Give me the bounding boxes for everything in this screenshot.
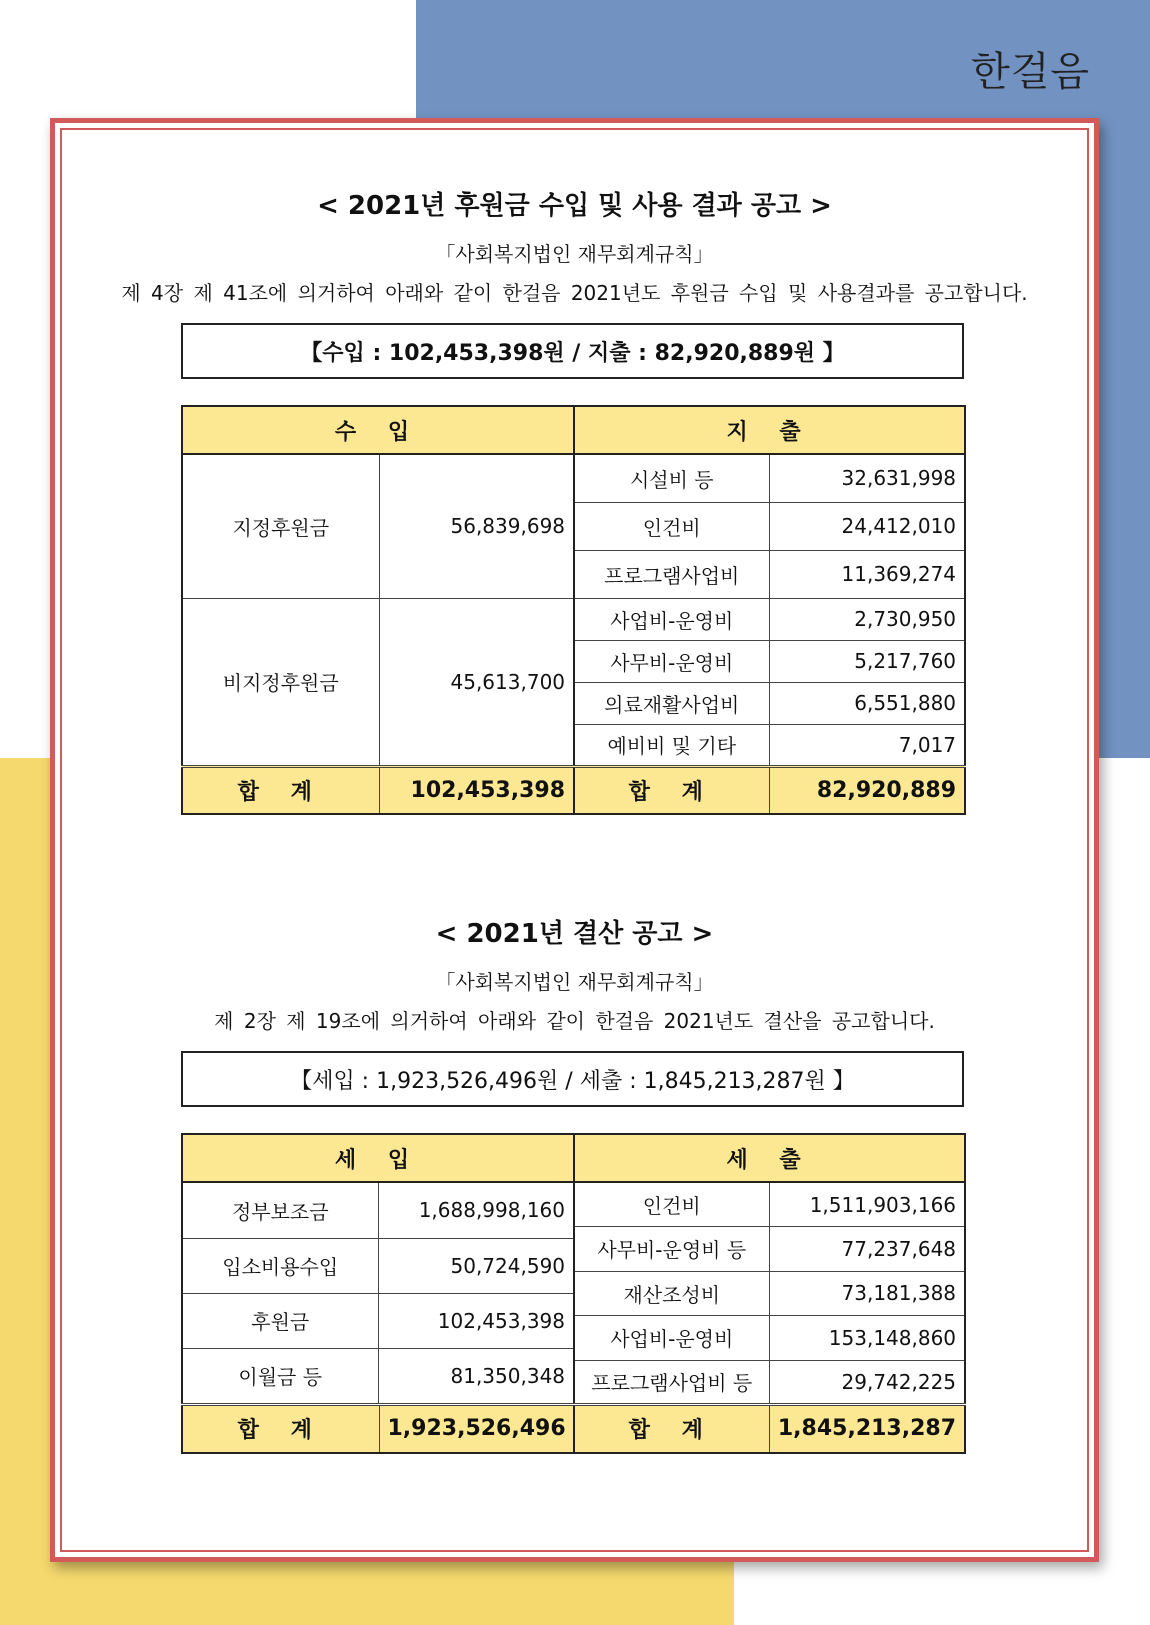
total-row (182, 766, 965, 814)
header-expense: 지 출 (574, 406, 965, 454)
expenditure-amount: 153,148,860 (769, 1316, 965, 1361)
expense-amount: 32,631,998 (769, 454, 965, 502)
total-row (182, 1405, 965, 1453)
table-row (182, 598, 965, 640)
expense-amount: 7,017 (769, 724, 965, 766)
expense-amount: 5,217,760 (769, 640, 965, 682)
revenue-amount: 1,688,998,160 (378, 1183, 573, 1238)
donation-rule: 「사회복지법인 재무회계규칙」 (435, 242, 714, 266)
header-income: 수 입 (182, 406, 574, 454)
expense-label: 시설비 등 (574, 454, 769, 502)
settlement-desc: 제 2장 제 19조에 의거하여 아래와 같이 한걸음 2021년도 결산을 공고합니다. (214, 1009, 935, 1033)
table-row (182, 1182, 965, 1227)
expenditure-total-label: 합 계 (574, 1405, 769, 1453)
revenue-amount: 102,453,398 (378, 1293, 573, 1348)
income-label: 지정후원금 (182, 454, 379, 598)
header-expenditure: 세 출 (574, 1134, 965, 1182)
table-row (183, 1183, 573, 1238)
expenditure-label: 재산조성비 (574, 1271, 769, 1316)
settlement-summary: 【세입 : 1,923,526,496원 / 세출 : 1,845,213,287원 】 (181, 1051, 964, 1107)
expense-amount: 6,551,880 (769, 682, 965, 724)
donation-header (55, 185, 1094, 306)
expense-label: 사업비-운영비 (574, 598, 769, 640)
revenue-label: 후원금 (183, 1293, 378, 1348)
donation-table (181, 405, 966, 815)
table-row (183, 1348, 573, 1403)
expenditure-amount: 1,511,903,166 (769, 1182, 965, 1227)
revenue-amount: 81,350,348 (450, 1363, 566, 1388)
settlement-title: < 2021년 결산 공고 > (435, 919, 714, 949)
expense-amount: 11,369,274 (769, 550, 965, 598)
donation-summary: 【수입 : 102,453,398원 / 지출 : 82,920,889원 】 (181, 323, 964, 379)
expense-label: 인건비 (574, 502, 769, 550)
table-row (183, 1293, 573, 1348)
income-total-label: 합 계 (182, 766, 379, 814)
expenditure-label: 사무비-운영비 등 (574, 1227, 769, 1272)
expense-label: 의료재활사업비 (574, 682, 769, 724)
expenditure-label: 프로그램사업비 등 (574, 1360, 769, 1405)
expenditure-amount: 29,742,225 (769, 1360, 965, 1405)
expenditure-amount: 73,181,388 (769, 1271, 965, 1316)
revenue-label: 정부보조금 (183, 1183, 378, 1238)
table-row (182, 454, 965, 502)
revenue-total-label: 합 계 (182, 1405, 379, 1453)
expense-label: 예비비 및 기타 (574, 724, 769, 766)
org-name: 한걸음 (971, 49, 1090, 95)
donation-title: < 2021년 후원금 수입 및 사용 결과 공고 > (317, 191, 832, 221)
income-label: 비지정후원금 (182, 598, 379, 766)
settlement-header (55, 913, 1094, 1034)
income-amount: 45,613,700 (379, 598, 574, 766)
notice-frame (50, 118, 1099, 1562)
revenue-total: 1,923,526,496 (379, 1405, 574, 1453)
income-total: 102,453,398 (379, 766, 574, 814)
expenditure-label: 인건비 (574, 1182, 769, 1227)
settlement-table (181, 1133, 966, 1454)
expenditure-amount: 77,237,648 (769, 1227, 965, 1272)
expenditure-total: 1,845,213,287 (769, 1405, 965, 1453)
expense-label: 사무비-운영비 (574, 640, 769, 682)
expense-amount: 24,412,010 (769, 502, 965, 550)
income-amount: 56,839,698 (379, 454, 574, 598)
revenue-label: 이월금 등 (183, 1348, 378, 1403)
expense-amount: 2,730,950 (769, 598, 965, 640)
revenue-label: 입소비용수입 (183, 1238, 378, 1293)
expense-label: 프로그램사업비 (574, 550, 769, 598)
settlement-rule: 「사회복지법인 재무회계규칙」 (435, 970, 714, 994)
expenditure-label: 사업비-운영비 (574, 1316, 769, 1361)
header-revenue: 세 입 (182, 1134, 574, 1182)
donation-desc: 제 4장 제 41조에 의거하여 아래와 같이 한걸음 2021년도 후원금 수입 및 사용결과를 공고합니다. (121, 281, 1028, 305)
expense-total: 82,920,889 (769, 766, 965, 814)
table-row (183, 1238, 573, 1293)
revenue-amount: 50,724,590 (378, 1238, 573, 1293)
expense-total-label: 합 계 (574, 766, 769, 814)
